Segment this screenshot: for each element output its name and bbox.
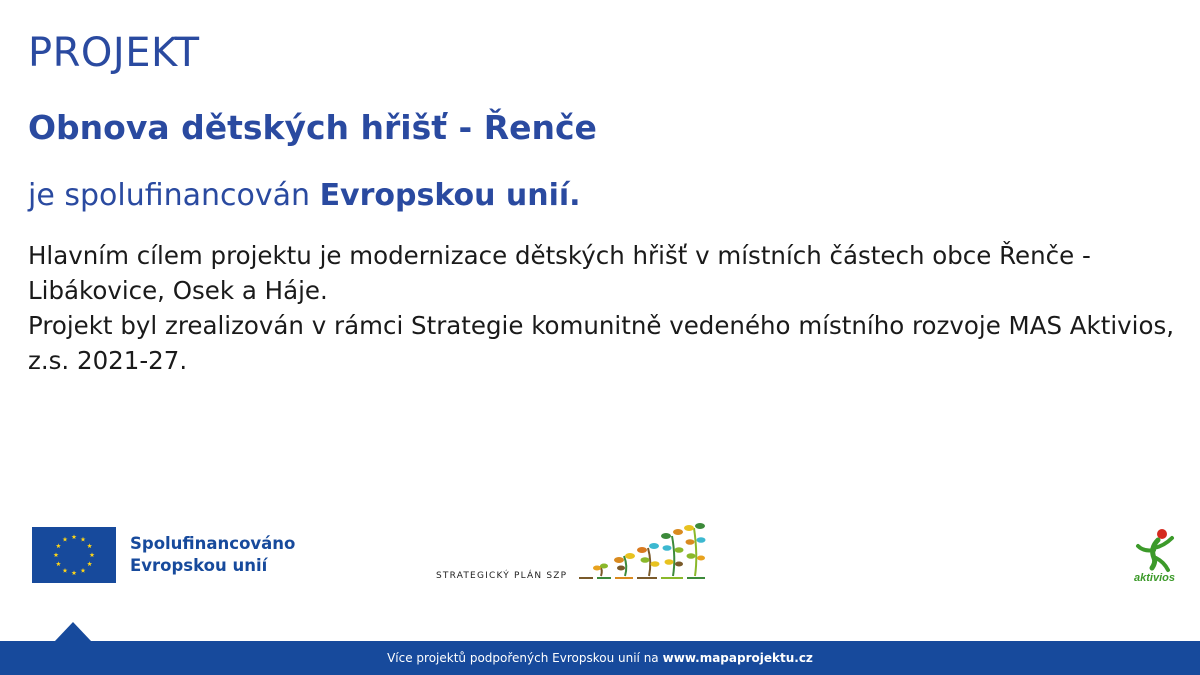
- footer-link[interactable]: www.mapaprojektu.cz: [662, 651, 813, 665]
- sprouting-plants-icon: [579, 520, 709, 582]
- eu-logo-line-2: Evropskou unií: [130, 556, 268, 575]
- eu-star-icon: [54, 552, 59, 557]
- eu-star-icon: [90, 552, 95, 557]
- eu-star-icon: [81, 568, 86, 573]
- szp-logo-label: STRATEGICKÝ PLÁN SZP: [436, 571, 568, 581]
- project-name: Obnova dětských hřišť - Řenče: [28, 108, 597, 147]
- eu-star-icon: [87, 561, 92, 566]
- eu-star-icon: [81, 537, 86, 542]
- eu-star-icon: [87, 543, 92, 548]
- eu-star-icon: [63, 568, 68, 573]
- cofinanced-statement: [28, 178, 581, 213]
- eu-cofinanced-logo: [32, 527, 295, 583]
- eu-star-icon: [56, 561, 61, 566]
- eu-flag-icon: [32, 527, 116, 583]
- description-paragraph-1: Hlavním cílem projektu je modernizace dětských hřišť v místních částech obce Řenče - Libákovice, Osek a Háje.: [28, 241, 1091, 305]
- footer-bar: [0, 641, 1200, 675]
- eu-star-icon: [72, 534, 77, 539]
- eu-logo-text: [130, 533, 295, 577]
- footer-text: Více projektů podpořených Evropskou unií na: [387, 651, 659, 665]
- eu-star-icon: [72, 570, 77, 575]
- cofinanced-prefix: je spolufinancován: [28, 178, 320, 213]
- footer-tab-marker: [55, 622, 91, 641]
- eu-star-icon: [63, 537, 68, 542]
- description-paragraph-2: Projekt byl zrealizován v rámci Strategie komunitně vedeného místního rozvoje MAS Aktivios, z.s. 2021-27.: [28, 311, 1174, 375]
- project-description: [28, 238, 1178, 378]
- aktivios-logo-icon: [1132, 526, 1180, 588]
- cofinanced-eu: Evropskou unií.: [319, 178, 581, 213]
- strategic-plan-szp-logo: [436, 520, 716, 590]
- eu-logo-line-1: Spolufinancováno: [130, 534, 296, 553]
- page-title: PROJEKT: [28, 30, 200, 76]
- aktivios-logo-text: aktivios: [1134, 572, 1175, 584]
- eu-star-icon: [56, 543, 61, 548]
